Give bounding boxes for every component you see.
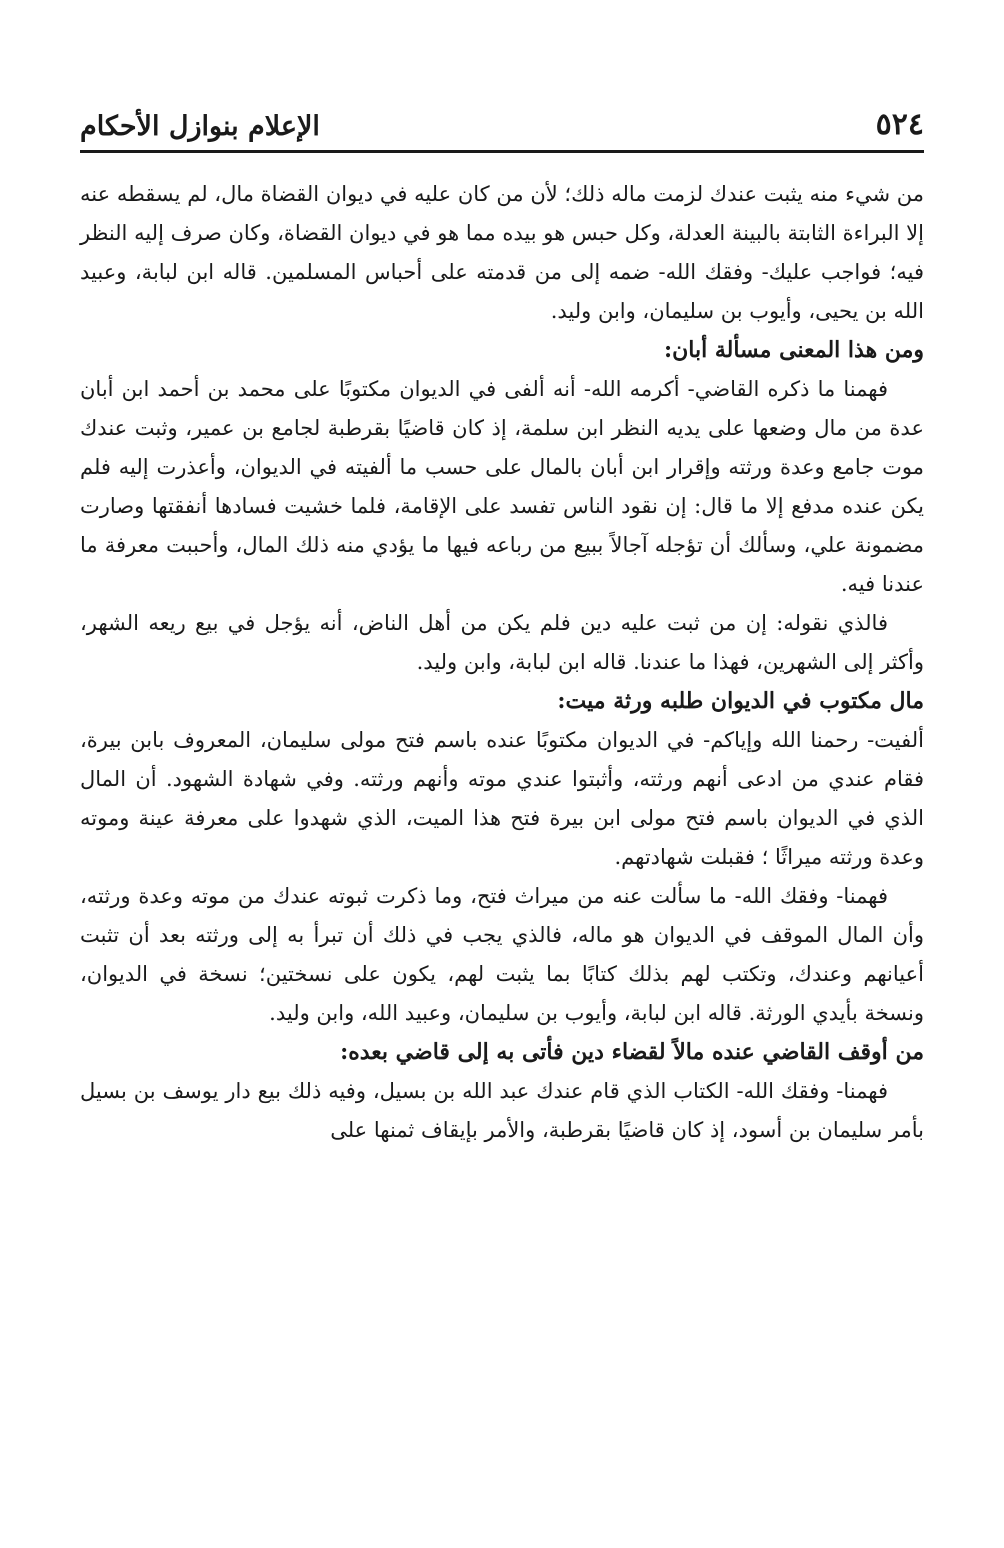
paragraph-3: فالذي نقوله: إن من ثبت عليه دين فلم يكن من أهل الناض، أنه يؤجل في بيع ريعه الشهر، وأكثر إلى الشهرين، فهذا ما عندنا. قاله ابن لبابة، وابن وليد. — [80, 611, 924, 674]
paragraph-1: من شيء منه يثبت عندك لزمت ماله ذلك؛ لأن من كان عليه في ديوان القضاة مال، لم يسقطه عنه إلا البراءة الثابتة بالبينة العدلة، وكل حبس هو بيده مما هو في ديوان القضاة، وكان صرف إليه النظر فيه؛ فواجب عليك- وفقك الله- ضمه إلى من قدمته على أحباس المسلمين. قاله ابن لبابة، وعبيد الله بن يحيى، وأيوب بن سليمان، وابن وليد. — [80, 182, 924, 323]
page-number: ٥٢٤ — [875, 107, 924, 142]
paragraph-6: فهمنا- وفقك الله- الكتاب الذي قام عندك عبد الله بن بسيل، وفيه ذلك بيع دار يوسف بن بسيل بأمر سليمان بن أسود، إذ كان قاضيًا بقرطبة، والأمر بإيقاف ثمنها على — [80, 1079, 924, 1142]
section-heading-aban: ومن هذا المعنى مسألة أبان: — [663, 337, 924, 363]
paragraph-4: ألفيت- رحمنا الله وإياكم- في الديوان مكتوبًا عنده باسم فتح مولى سليمان، المعروف بابن بيرة، فقام عندي من ادعى أنهم ورثته، وأثبتوا عندي موته وأنهم ورثته. وفي شهادة الشهود. أن المال الذي في الديوان باسم فتح مولى ابن بيرة فتح هذا الميت، الذي شهدوا على معرفة عينة وموته وعدة ورثته ميراثًا ؛ فقبلت شهادتهم. — [80, 728, 924, 869]
section-heading-diwan-money: مال مكتوب في الديوان طلبه ورثة ميت: — [557, 688, 924, 714]
running-header — [80, 96, 924, 140]
book-title: الإعلام بنوازل الأحكام — [80, 111, 320, 142]
body-text — [80, 175, 924, 1150]
paragraph-2: فهمنا ما ذكره القاضي- أكرمه الله- أنه ألفى في الديوان مكتوبًا على محمد بن أحمد ابن أبان عدة من مال وضعها على يديه النظر ابن سلمة، إذ كان قاضيًا بقرطبة لجامع بن عمير، وثبت عندك موت جامع وعدة ورثته وإقرار ابن أبان بالمال على حسب ما ألفيته في الديوان، وأعذرت إليه فلم يكن عنده مدفع إلا ما قال: إن نقود الناس تفسد على الإقامة، فلما خشيت فسادها أنفقتها وصارت مضمونة علي، وسألك أن تؤجله آجالاً ببيع من رباعه فيها ما يؤدي منه ذلك المال، وأحببت معرفة ما عندنا فيه. — [80, 377, 924, 596]
header-rule — [80, 150, 924, 153]
section-heading-judge-deposit: من أوقف القاضي عنده مالاً لقضاء دين فأتى به إلى قاضي بعده: — [340, 1039, 924, 1065]
paragraph-5: فهمنا- وفقك الله- ما سألت عنه من ميراث فتح، وما ذكرت ثبوته عندك من موته وعدة ورثته، وأن المال الموقف في الديوان هو ماله، فالذي يجب في ذلك أن تبرأ به إلى ورثته بعد أن تثبت أعيانهم وعندك، وتكتب لهم بذلك كتابًا بما يثبت لهم، يكون على نسختين؛ نسخة في الديوان، ونسخة بأيدي الورثة. قاله ابن لبابة، وأيوب بن سليمان، وعبيد الله، وابن وليد. — [80, 884, 924, 1025]
